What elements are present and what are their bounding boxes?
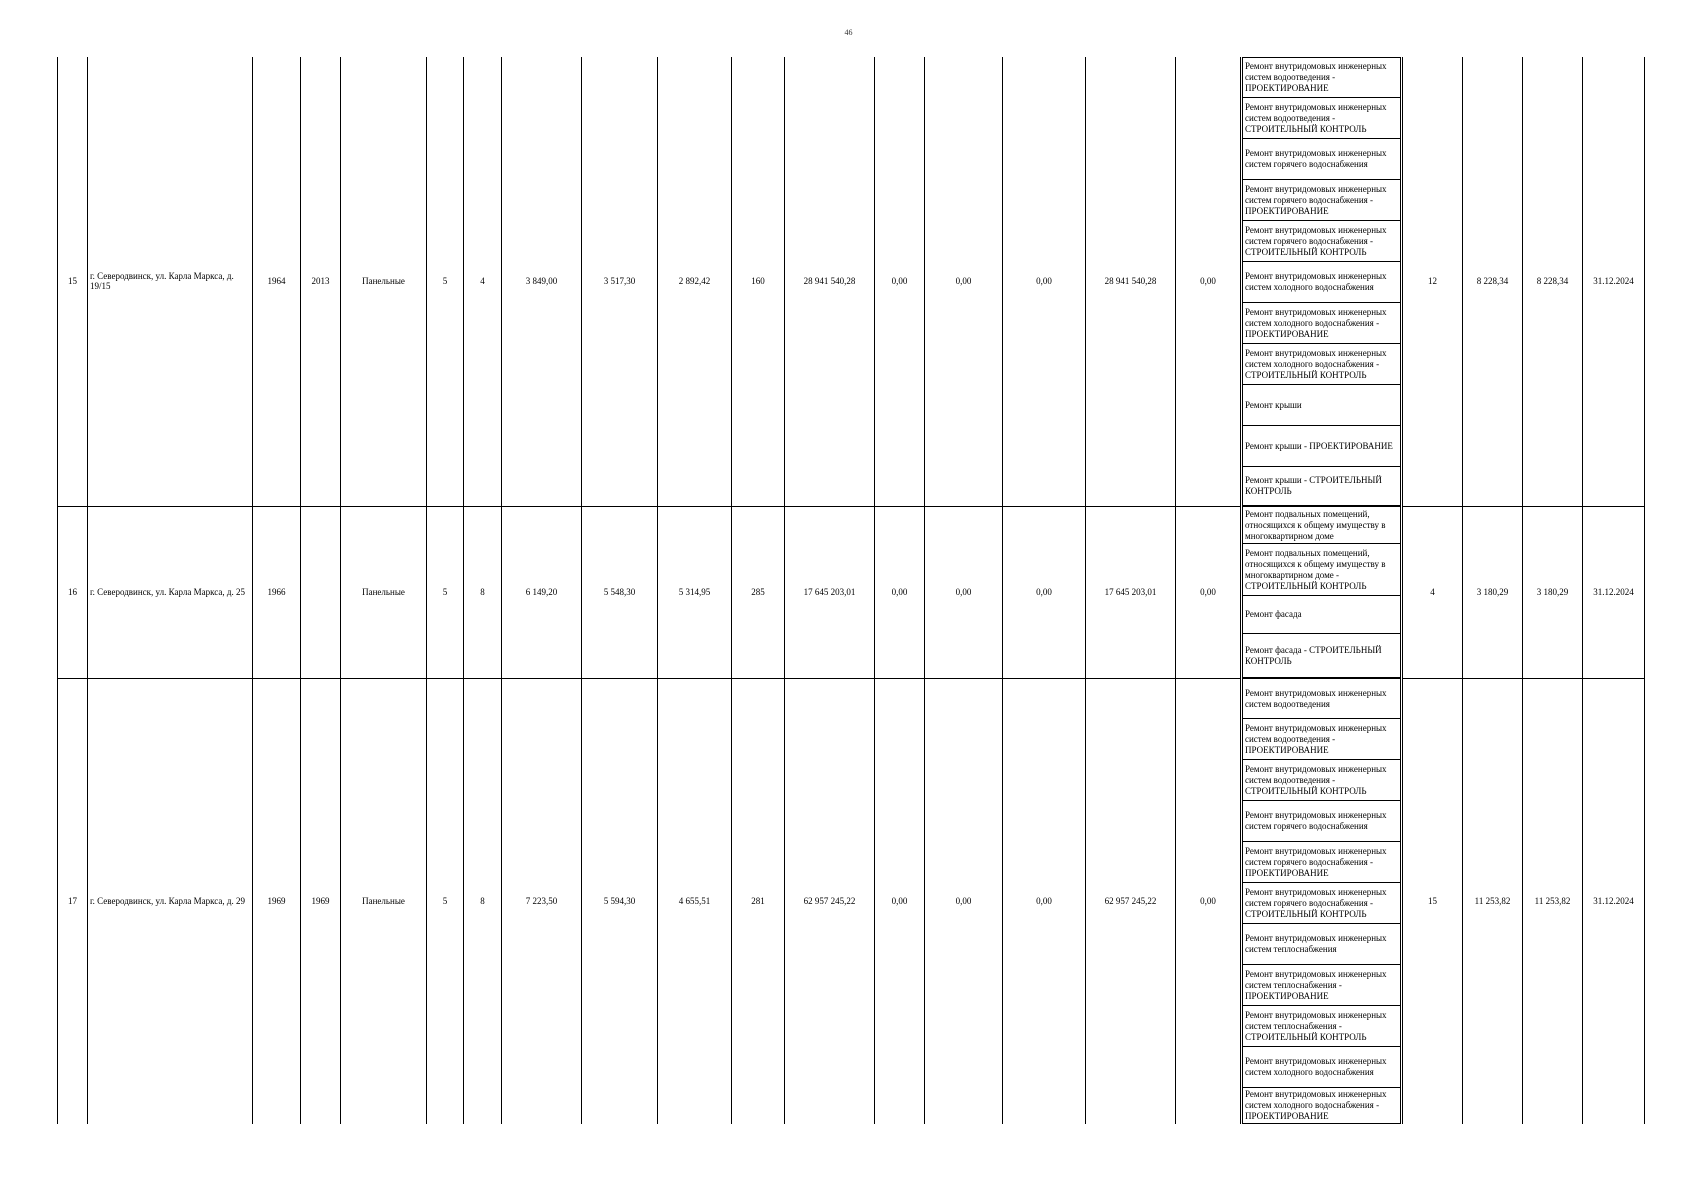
cell-cost-federal: 0,00 bbox=[875, 678, 925, 1124]
work-item-label: Ремонт внутридомовых инженерных систем водоотведения - СТРОИТЕЛЬНЫЙ КОНТРОЛЬ bbox=[1245, 763, 1387, 796]
work-item-label: Ремонт фасада - СТРОИТЕЛЬНЫЙ КОНТРОЛЬ bbox=[1245, 644, 1382, 666]
work-item bbox=[1242, 719, 1401, 760]
cell-year-built: 1966 bbox=[253, 506, 301, 678]
work-item-label: Ремонт фасада bbox=[1245, 609, 1302, 619]
work-item bbox=[1242, 965, 1401, 1006]
work-item-label: Ремонт внутридомовых инженерных систем холодного водоснабжения bbox=[1245, 1056, 1387, 1077]
works-list bbox=[1241, 57, 1402, 506]
work-item-label: Ремонт внутридомовых инженерных систем горячего водоснабжения - ПРОЕКТИРОВАНИЕ bbox=[1245, 183, 1387, 216]
cell-area-living: 5 314,95 bbox=[658, 506, 732, 678]
work-item-label: Ремонт крыши - СТРОИТЕЛЬНЫЙ КОНТРОЛЬ bbox=[1245, 475, 1382, 496]
cell-year-last-repair: 2013 bbox=[301, 57, 341, 506]
cell-area-total-premises: 5 548,30 bbox=[582, 506, 658, 678]
work-item-label: Ремонт подвальных помещений, относящихся к общему имуществу в многоквартирном доме - СТРОИТЕЛЬНЫЙ КОНТРОЛЬ bbox=[1245, 547, 1386, 591]
works-list bbox=[1241, 506, 1402, 678]
cell-wall-material: Панельные bbox=[341, 57, 427, 506]
cell-no: 17 bbox=[58, 678, 88, 1124]
cell-cost-regional: 0,00 bbox=[925, 506, 1003, 678]
cell-area-total-premises: 3 517,30 bbox=[582, 57, 658, 506]
work-item bbox=[1242, 139, 1401, 180]
cell-cost-regional: 0,00 bbox=[925, 678, 1003, 1124]
work-item bbox=[1242, 842, 1401, 883]
page-number: 46 bbox=[844, 28, 853, 37]
cell-entrances: 8 bbox=[464, 678, 502, 1124]
work-item bbox=[1242, 760, 1401, 801]
work-item bbox=[1242, 506, 1401, 544]
work-item bbox=[1242, 924, 1401, 965]
work-item-label: Ремонт внутридомовых инженерных систем водоотведения bbox=[1245, 687, 1387, 709]
cell-cost-total: 62 957 245,22 bbox=[785, 678, 875, 1124]
work-item-label: Ремонт внутридомовых инженерных систем холодного водоснабжения - СТРОИТЕЛЬНЫЙ КОНТРОЛЬ bbox=[1245, 347, 1387, 380]
cell-cost-local: 0,00 bbox=[1003, 57, 1086, 506]
cell-year-built: 1964 bbox=[253, 57, 301, 506]
cell-residents: 285 bbox=[732, 506, 785, 678]
cell-address: г. Северодвинск, ул. Карла Маркса, д. 19/15 bbox=[88, 57, 253, 506]
cell-area-living: 4 655,51 bbox=[658, 678, 732, 1124]
work-item-label: Ремонт внутридомовых инженерных систем водоотведения - ПРОЕКТИРОВАНИЕ bbox=[1245, 61, 1387, 93]
work-item bbox=[1242, 262, 1401, 303]
cell-unit-cost-limit: 11 253,82 bbox=[1523, 678, 1583, 1124]
work-item-label: Ремонт крыши - ПРОЕКТИРОВАНИЕ bbox=[1245, 440, 1393, 451]
table-row bbox=[58, 506, 1645, 678]
cell-unit-cost: 3 180,29 bbox=[1463, 506, 1523, 678]
table-row bbox=[58, 678, 1645, 1124]
cell-unit-cost: 11 253,82 bbox=[1463, 678, 1523, 1124]
work-item-label: Ремонт внутридомовых инженерных систем теплоснабжения - ПРОЕКТИРОВАНИЕ bbox=[1245, 968, 1387, 1001]
cell-wall-material: Панельные bbox=[341, 506, 427, 678]
work-item bbox=[1242, 544, 1401, 596]
cell-cost-local: 0,00 bbox=[1003, 678, 1086, 1124]
work-item-label: Ремонт внутридомовых инженерных систем холодного водоснабжения - ПРОЕКТИРОВАНИЕ bbox=[1245, 306, 1387, 339]
cell-area-total-premises: 5 594,30 bbox=[582, 678, 658, 1124]
cell-deadline: 31.12.2024 bbox=[1583, 678, 1645, 1124]
cell-year-built: 1969 bbox=[253, 678, 301, 1124]
cell-entrances: 8 bbox=[464, 506, 502, 678]
cell-unit-cost-limit: 8 228,34 bbox=[1523, 57, 1583, 506]
work-item-label: Ремонт подвальных помещений, относящихся к общему имуществу в многоквартирном доме bbox=[1245, 508, 1386, 541]
work-item bbox=[1242, 426, 1401, 467]
work-item bbox=[1242, 1088, 1401, 1124]
work-item-label: Ремонт внутридомовых инженерных систем горячего водоснабжения bbox=[1245, 810, 1387, 831]
work-item bbox=[1242, 883, 1401, 924]
work-item bbox=[1242, 634, 1401, 678]
work-item bbox=[1242, 596, 1401, 634]
cell-cost-owners: 62 957 245,22 bbox=[1086, 678, 1176, 1124]
cell-total-area: 6 149,20 bbox=[502, 506, 582, 678]
cell-residents: 160 bbox=[732, 57, 785, 506]
work-item-label: Ремонт крыши bbox=[1245, 399, 1302, 410]
work-item bbox=[1242, 801, 1401, 842]
cell-works-count: 4 bbox=[1403, 506, 1463, 678]
cell-year-last-repair bbox=[301, 506, 341, 678]
cell-address: г. Северодвинск, ул. Карла Маркса, д. 29 bbox=[88, 678, 253, 1124]
cell-deadline: 31.12.2024 bbox=[1583, 57, 1645, 506]
work-item bbox=[1242, 98, 1401, 139]
cell-deadline: 31.12.2024 bbox=[1583, 506, 1645, 678]
cell-wall-material: Панельные bbox=[341, 678, 427, 1124]
work-item-label: Ремонт внутридомовых инженерных систем горячего водоснабжения - СТРОИТЕЛЬНЫЙ КОНТРОЛЬ bbox=[1245, 224, 1387, 257]
work-item-label: Ремонт внутридомовых инженерных систем горячего водоснабжения bbox=[1245, 148, 1387, 169]
table-row bbox=[58, 57, 1645, 506]
cell-cost-owners: 17 645 203,01 bbox=[1086, 506, 1176, 678]
cell-works bbox=[1241, 57, 1403, 506]
work-item-label: Ремонт внутридомовых инженерных систем холодного водоснабжения - ПРОЕКТИРОВАНИЕ bbox=[1245, 1089, 1387, 1121]
work-item bbox=[1242, 1006, 1401, 1047]
cell-residents: 281 bbox=[732, 678, 785, 1124]
work-item-label: Ремонт внутридомовых инженерных систем холодного водоснабжения bbox=[1245, 271, 1387, 292]
cell-year-last-repair: 1969 bbox=[301, 678, 341, 1124]
cell-cost-regional: 0,00 bbox=[925, 57, 1003, 506]
work-item-label: Ремонт внутридомовых инженерных систем теплоснабжения bbox=[1245, 933, 1387, 954]
repair-program-table bbox=[57, 57, 1645, 1124]
works-list bbox=[1241, 678, 1402, 1124]
cell-cost-other: 0,00 bbox=[1176, 678, 1241, 1124]
cell-works bbox=[1241, 506, 1403, 678]
cell-address: г. Северодвинск, ул. Карла Маркса, д. 25 bbox=[88, 506, 253, 678]
work-item-label: Ремонт внутридомовых инженерных систем теплоснабжения - СТРОИТЕЛЬНЫЙ КОНТРОЛЬ bbox=[1245, 1009, 1387, 1042]
work-item bbox=[1242, 467, 1401, 506]
cell-cost-owners: 28 941 540,28 bbox=[1086, 57, 1176, 506]
cell-floors: 5 bbox=[427, 506, 464, 678]
work-item bbox=[1242, 57, 1401, 98]
cell-cost-total: 17 645 203,01 bbox=[785, 506, 875, 678]
cell-cost-other: 0,00 bbox=[1176, 506, 1241, 678]
work-item bbox=[1242, 385, 1401, 426]
cell-cost-federal: 0,00 bbox=[875, 57, 925, 506]
cell-works-count: 12 bbox=[1403, 57, 1463, 506]
work-item-label: Ремонт внутридомовых инженерных систем горячего водоснабжения - ПРОЕКТИРОВАНИЕ bbox=[1245, 845, 1387, 878]
cell-no: 16 bbox=[58, 506, 88, 678]
work-item bbox=[1242, 303, 1401, 344]
cell-unit-cost-limit: 3 180,29 bbox=[1523, 506, 1583, 678]
work-item bbox=[1242, 344, 1401, 385]
work-item-label: Ремонт внутридомовых инженерных систем горячего водоснабжения - СТРОИТЕЛЬНЫЙ КОНТРОЛЬ bbox=[1245, 886, 1387, 919]
work-item-label: Ремонт внутридомовых инженерных систем водоотведения - ПРОЕКТИРОВАНИЕ bbox=[1245, 722, 1387, 755]
cell-works bbox=[1241, 678, 1403, 1124]
cell-total-area: 7 223,50 bbox=[502, 678, 582, 1124]
work-item bbox=[1242, 180, 1401, 221]
cell-no: 15 bbox=[58, 57, 88, 506]
cell-area-living: 2 892,42 bbox=[658, 57, 732, 506]
work-item bbox=[1242, 1047, 1401, 1088]
cell-works-count: 15 bbox=[1403, 678, 1463, 1124]
cell-cost-total: 28 941 540,28 bbox=[785, 57, 875, 506]
work-item bbox=[1242, 221, 1401, 262]
cell-entrances: 4 bbox=[464, 57, 502, 506]
work-item bbox=[1242, 678, 1401, 719]
cell-cost-other: 0,00 bbox=[1176, 57, 1241, 506]
work-item-label: Ремонт внутридомовых инженерных систем водоотведения - СТРОИТЕЛЬНЫЙ КОНТРОЛЬ bbox=[1245, 101, 1387, 134]
cell-cost-local: 0,00 bbox=[1003, 506, 1086, 678]
cell-floors: 5 bbox=[427, 678, 464, 1124]
cell-unit-cost: 8 228,34 bbox=[1463, 57, 1523, 506]
cell-total-area: 3 849,00 bbox=[502, 57, 582, 506]
cell-cost-federal: 0,00 bbox=[875, 506, 925, 678]
cell-floors: 5 bbox=[427, 57, 464, 506]
